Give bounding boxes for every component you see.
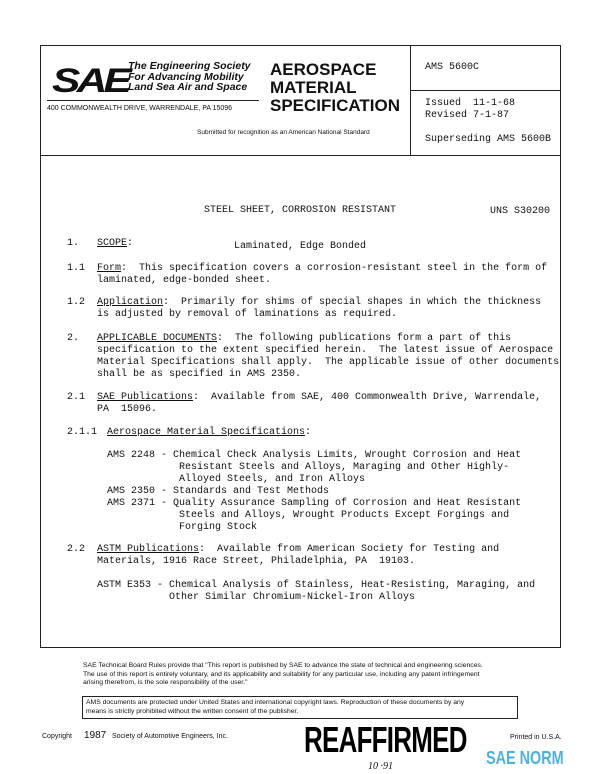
section-2-1	[67, 392, 541, 416]
section-2-1-1	[67, 427, 311, 439]
divider	[410, 45, 411, 155]
section-text-line: specification to the extent specified herein. The latest issue of Aerospace	[97, 345, 554, 356]
sae-norm-watermark: SAE NORM	[486, 748, 564, 768]
reference-line: Alloyed Steels, and Iron Alloys	[107, 474, 366, 485]
tagline-line: For Advancing Mobility	[128, 70, 244, 83]
board-rules	[83, 662, 483, 688]
section-first-line	[67, 392, 541, 404]
section-1-2	[67, 297, 541, 321]
printed-in: Printed in U.S.A.	[510, 734, 562, 741]
uns-number: UNS S30200	[490, 206, 551, 217]
tagline	[128, 61, 251, 93]
section-2	[67, 333, 559, 381]
section-text-line: Material Specifications shall apply. The applicable issue of other documents	[97, 357, 560, 368]
reference-line: Resistant Steels and Alloys, Maraging and Other Highly-	[107, 462, 510, 473]
title-line: STEEL SHEET, CORROSION RESISTANT	[203, 205, 397, 216]
section-text: : This specification covers a corrosion-resistant steel in the form of	[121, 263, 548, 274]
reference-line: Forging Stock	[107, 522, 258, 533]
section-text-line: shall be as specified in AMS 2350.	[97, 369, 302, 380]
reaffirmed-stamp: REAFFIRMED	[304, 719, 467, 760]
ams-reference-list	[107, 450, 521, 534]
doc-type-line: SPECIFICATION	[270, 96, 401, 115]
copyright-line: means is strictly prohibited without the written consent of the publisher.	[86, 707, 299, 715]
revised-date: Revised 7-1-87	[425, 110, 510, 121]
section-heading: Aerospace Material Specifications	[107, 427, 306, 438]
section-text-line: laminated, edge-bonded sheet.	[97, 275, 272, 286]
address: 400 COMMONWEALTH DRIVE, WARRENDALE, PA 15096	[47, 100, 259, 112]
section-first-line	[67, 297, 541, 309]
section-first-line	[67, 263, 547, 275]
doc-type	[270, 61, 400, 115]
issued-date: Issued 11-1-68	[425, 98, 516, 109]
section-text: :	[305, 427, 312, 438]
divider	[410, 90, 561, 91]
section-text: :	[127, 238, 134, 249]
section-text: : Primarily for shims of special shapes in which the thickness	[163, 297, 542, 308]
section-number: 2.	[67, 333, 80, 344]
section-text-line: Materials, 1916 Race Street, Philadelphia, PA 19103.	[97, 556, 416, 567]
section-heading: Form	[97, 263, 122, 274]
section-number: 2.1.1	[67, 427, 98, 438]
submitted-note: Submitted for recognition as an American National Standard	[197, 129, 370, 136]
section-number: 2.1	[67, 392, 86, 403]
astm-reference-list	[97, 580, 535, 604]
sae-logo: SAE	[52, 62, 129, 100]
title	[0, 181, 600, 265]
subtitle-line: Laminated, Edge Bonded	[233, 241, 367, 252]
section-text-line: is adjusted by removal of laminations as required.	[97, 309, 398, 320]
reference-line: AMS 2350 - Standards and Test Methods	[107, 486, 330, 497]
tagline-line: The Engineering Society	[128, 60, 251, 72]
stamp-date: 10 ·91	[368, 761, 393, 772]
reference-line: Other Similar Chromium-Nickel-Iron Alloys	[97, 592, 416, 603]
doc-number: AMS 5600C	[425, 62, 480, 73]
reference-line: ASTM E353 - Chemical Analysis of Stainless, Heat-Resisting, Maraging, and	[97, 580, 536, 591]
copyright-holder: Society of Automotive Engineers, Inc.	[112, 733, 228, 740]
reference-line: Steels and Alloys, Wrought Products Except Forgings and	[107, 510, 510, 521]
doc-type-line: AEROSPACE	[270, 60, 377, 79]
section-text: : The following publications form a part of this	[217, 333, 512, 344]
doc-type-line: MATERIAL	[270, 78, 357, 97]
section-heading: ASTM Publications	[97, 544, 200, 555]
section-heading: SCOPE	[97, 238, 128, 249]
copyright-line: AMS documents are protected under United States and international copyright laws. Reproduction of these documents by any	[86, 699, 465, 706]
section-first-line	[67, 427, 311, 439]
section-2-2	[67, 544, 499, 568]
rules-line: The use of this report is entirely voluntary, and its applicability and suitability for any particular use, including any patent infringement	[83, 670, 480, 678]
reference-line: AMS 2248 - Chemical Check Analysis Limits, Wrought Corrosion and Heat	[107, 450, 522, 461]
rules-line: arising therefrom, is the sole responsibility of the user."	[83, 679, 248, 686]
section-heading: Application	[97, 297, 164, 308]
section-first-line	[67, 238, 133, 250]
section-first-line	[67, 333, 559, 345]
section-1-1	[67, 263, 547, 287]
section-text: : Available from SAE, 400 Commonwealth Drive, Warrendale,	[193, 392, 542, 403]
divider	[40, 155, 561, 156]
section-text: : Available from American Society for Testing and	[199, 544, 500, 555]
rules-line: SAE Technical Board Rules provide that "This report is published by SAE to advance the state of technical and engineering sciences.	[83, 662, 483, 669]
section-number: 2.2	[67, 544, 86, 555]
section-number: 1.	[67, 238, 80, 249]
reference-line: AMS 2371 - Quality Assurance Sampling of Corrosion and Heat Resistant	[107, 498, 522, 509]
section-heading: APPLICABLE DOCUMENTS	[97, 333, 218, 344]
section-text-line: PA 15096.	[97, 404, 158, 415]
tagline-line: Land Sea Air and Space	[128, 81, 248, 93]
copyright-box	[82, 696, 518, 719]
section-1	[67, 238, 133, 250]
section-first-line	[67, 544, 499, 556]
superseding: Superseding AMS 5600B	[425, 134, 552, 145]
copyright-label: Copyright	[42, 733, 72, 740]
section-number: 1.1	[67, 263, 86, 274]
copyright-year: 1987	[84, 730, 107, 741]
section-number: 1.2	[67, 297, 86, 308]
section-heading: SAE Publications	[97, 392, 194, 403]
